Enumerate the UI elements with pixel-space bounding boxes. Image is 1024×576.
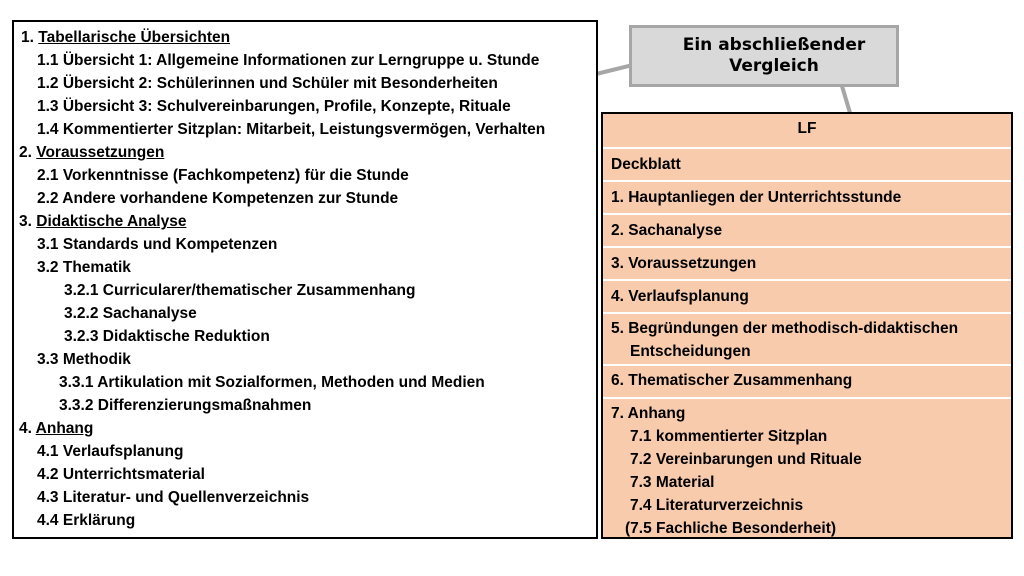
outline-item-3-3-1: 3.3.1 Artikulation mit Sozialformen, Methoden und Medien [59, 374, 485, 391]
outline-item-1-2: 1.2 Übersicht 2: Schülerinnen und Schüler mit Besonderheiten [37, 75, 498, 92]
outline-item-1-3: 1.3 Übersicht 3: Schulvereinbarungen, Profile, Konzepte, Rituale [37, 98, 511, 115]
table-row-5: 5. Begründungen der methodisch-didaktischen Entscheidungen [603, 312, 1011, 364]
outline-item-3: 3. Didaktische Analyse [19, 213, 187, 230]
table-row-deckblatt: Deckblatt [603, 147, 1011, 180]
outline-box [12, 20, 598, 539]
outline-item-4: 4. Anhang [19, 420, 94, 437]
outline-item-3-2-3: 3.2.3 Didaktische Reduktion [64, 328, 270, 345]
outline-item-4-3: 4.3 Literatur- und Quellenverzeichnis [37, 489, 310, 506]
lf-table [601, 112, 1013, 539]
outline-item-3-3-2: 3.3.2 Differenzierungsmaßnahmen [59, 397, 312, 414]
outline-item-3-2-2: 3.2.2 Sachanalyse [64, 305, 197, 322]
callout-line-1: Ein abschließender [682, 35, 866, 55]
comparison-callout [629, 25, 899, 87]
outline-item-2: 2. Voraussetzungen [19, 144, 165, 161]
outline-item-3-2: 3.2 Thematik [37, 259, 131, 276]
outline-item-2-2: 2.2 Andere vorhandene Kompetenzen zur Stunde [37, 190, 399, 207]
callout-line-2: Vergleich [729, 56, 819, 76]
outline-item-3-3: 3.3 Methodik [37, 351, 131, 368]
table-row-3: 3. Voraussetzungen [603, 246, 1011, 279]
table-row-4: 4. Verlaufsplanung [603, 279, 1011, 312]
outline-item-2-1: 2.1 Vorkenntnisse (Fachkompetenz) für die Stunde [37, 167, 409, 184]
outline-item-1: 1. Tabellarische Übersichten [21, 29, 231, 46]
table-header: LF [797, 120, 817, 137]
outline-item-4-2: 4.2 Unterrichtsmaterial [37, 466, 205, 483]
outline-item-3-1: 3.1 Standards und Kompetenzen [37, 236, 278, 253]
outline-item-4-4: 4.4 Erklärung [37, 512, 136, 529]
table-row-2: 2. Sachanalyse [603, 213, 1011, 246]
outline-item-3-2-1: 3.2.1 Curricularer/thematischer Zusammenhang [64, 282, 416, 299]
outline-item-4-1: 4.1 Verlaufsplanung [37, 443, 184, 460]
table-row-6: 6. Thematischer Zusammenhang [603, 364, 1011, 397]
table-row-1: 1. Hauptanliegen der Unterrichtsstunde [603, 180, 1011, 213]
outline-item-1-1: 1.1 Übersicht 1: Allgemeine Informationen zur Lerngruppe u. Stunde [37, 52, 540, 69]
outline-item-1-4: 1.4 Kommentierter Sitzplan: Mitarbeit, Leistungsvermögen, Verhalten [37, 121, 546, 138]
table-row-7: 7. Anhang 7.1 kommentierter Sitzplan 7.2 Vereinbarungen und Rituale 7.3 Material 7.4 Literaturverzeichnis (7.5 Fachliche Besonderheit) [603, 397, 1011, 537]
